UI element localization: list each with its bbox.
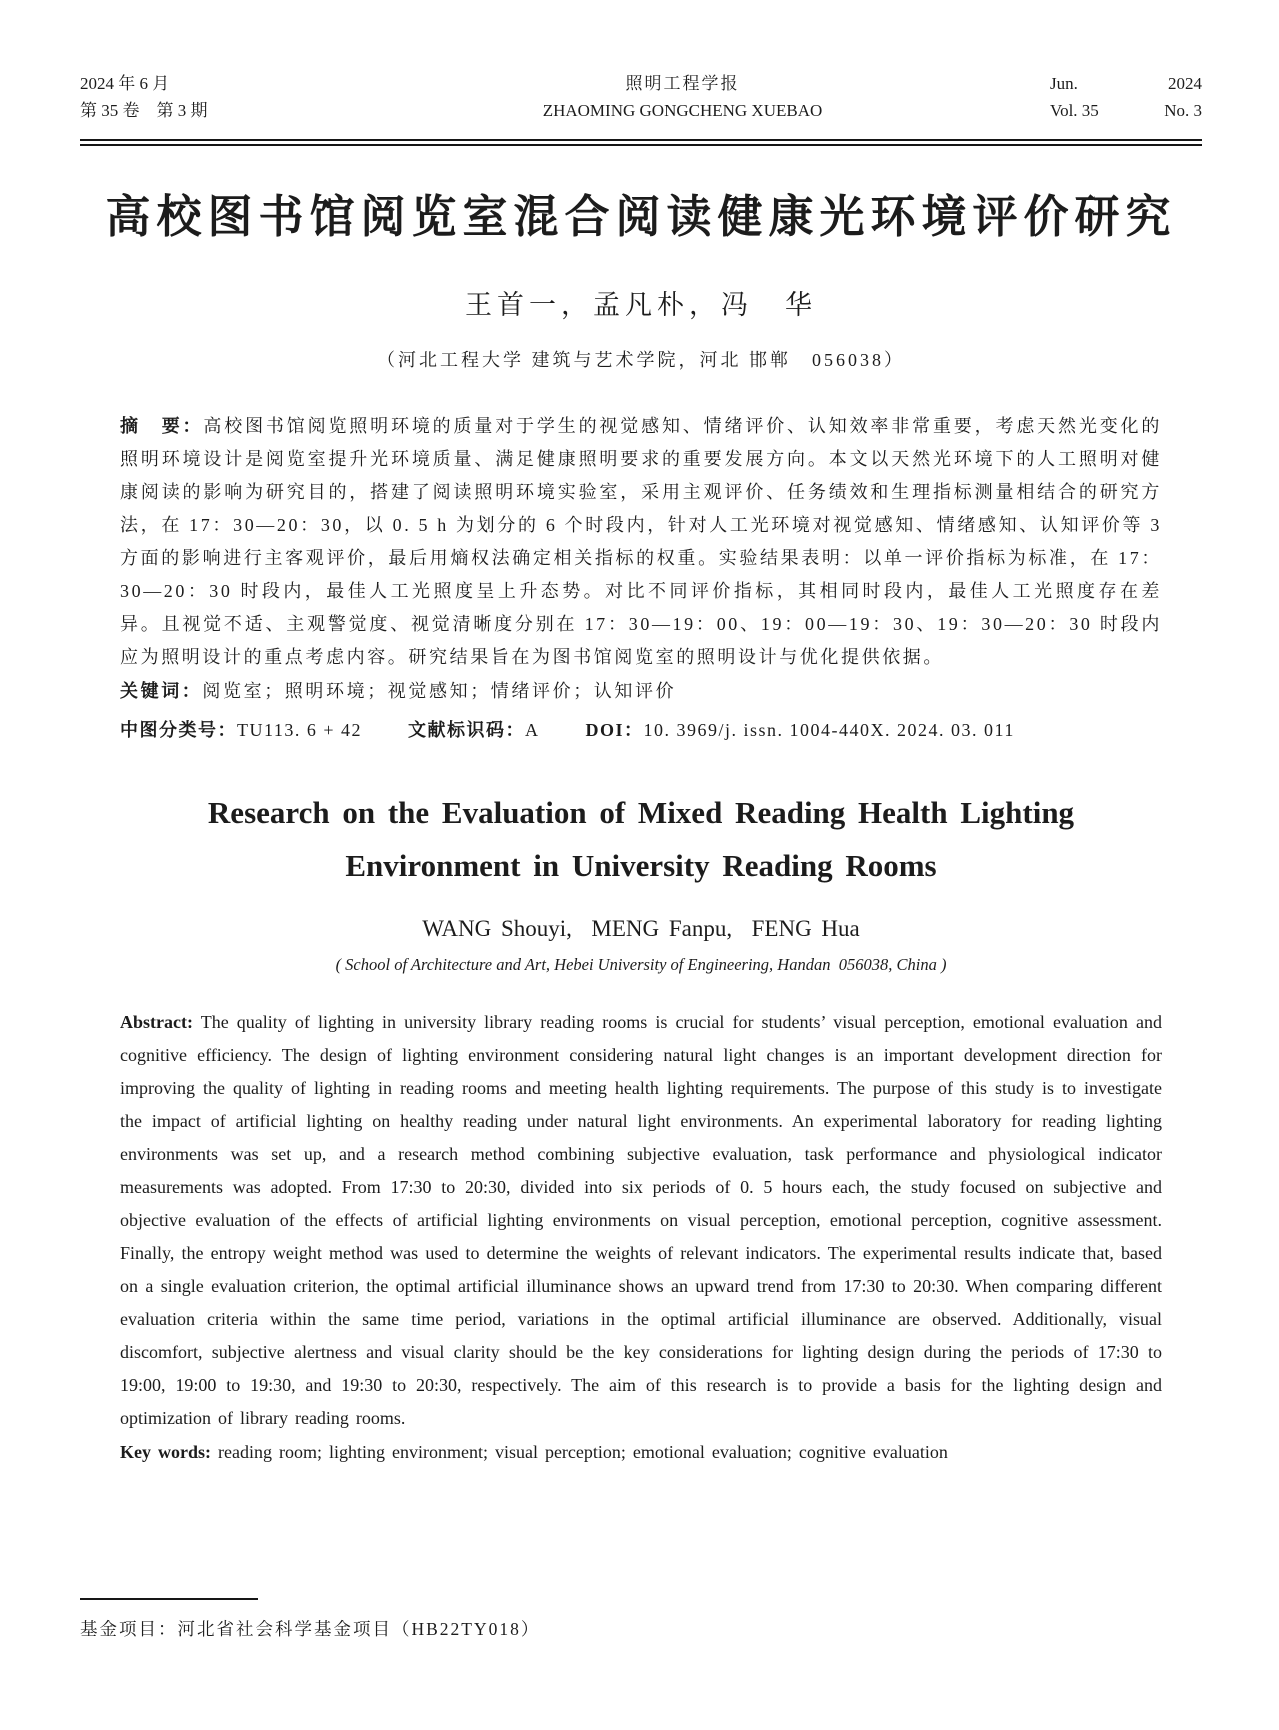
abstract-zh-label: 摘 要： — [120, 416, 204, 436]
article-title-en — [80, 786, 1202, 892]
header-issue-zh: 第 35 卷 第 3 期 — [80, 101, 208, 120]
clc-value: TU113. 6 + 42 — [237, 720, 362, 740]
journal-name-zh: 照明工程学报 — [625, 74, 740, 93]
clc-label: 中图分类号： — [120, 720, 237, 740]
fund-project-footnote: 基金项目：河北省社会科学基金项目（HB22TY018） — [80, 1619, 541, 1639]
journal-name-pinyin: ZHAOMING GONGCHENG XUEBAO — [542, 101, 823, 120]
header-issue-block — [80, 70, 315, 124]
header-volume-block — [1050, 70, 1202, 124]
affiliation-en: ( School of Architecture and Art, Hebei University of Engineering, Handan 056038, China ) — [335, 955, 947, 974]
authors-en: WANG Shouyi, MENG Fanpu, FENG Hua — [422, 916, 860, 941]
doi-value: 10. 3969/j. issn. 1004-440X. 2024. 03. 011 — [643, 720, 1015, 740]
abstract-zh-text: 高校图书馆阅览照明环境的质量对于学生的视觉感知、情绪评价、认知效率非常重要，考虑天然光变化的照明环境设计是阅览室提升光环境质量、满足健康照明要求的重要发展方向。本文以天然光环境下的人工照明对健康阅读的影响为研究目的，搭建了阅读照明环境实验室，采用主观评价、任务绩效和生理指标测量相结合的研究方法，在 17：30—20：30，以 0. 5 h 为划分的 6 个时段内，针对人工光环境对视觉感知、情绪感知、认知评价等 3 方面的影响进行主客观评价，最后用熵权法确定相关指标的权重。实验结果表明：以单一评价指标为标准，在 17：30—20：30 时段内，最佳人工光照度呈上升态势。对比不同评价指标，其相同时段内，最佳人工光照度存在差异。且视觉不适、主观警觉度、视觉清晰度分别在 17：30—19：00、19：00—19：30、19：30—20：30 时段内应为照明设计的重点考虑内容。研究结果旨在为图书馆阅览室的照明设计与优化提供依据。 — [120, 416, 1162, 667]
authors-zh: 王首一，孟凡朴，冯 华 — [465, 290, 817, 320]
footnote-divider-rule — [80, 1598, 258, 1600]
doi-label: DOI： — [585, 720, 644, 740]
abstract-en-paragraph — [120, 1006, 1162, 1435]
keywords-zh-line — [120, 675, 1162, 708]
keywords-en-text: reading room; lighting environment; visual perception; emotional evaluation; cognitive evaluation — [218, 1442, 948, 1462]
abstract-en-text: The quality of lighting in university library reading rooms is crucial for students’ visual perception, emotional evaluation and cognitive efficiency. The design of lighting environment considering natural light changes is an important development direction for improving the quality of lighting in reading rooms and meeting health lighting requirements. The purpose of this study is to investigate the impact of artificial lighting on healthy reading under natural light environments. An experimental laboratory for reading lighting environments was set up, and a research method combining subjective evaluation, task performance and physiological indicator measurements was adopted. From 17:30 to 20:30, divided into six periods of 0. 5 hours each, the study focused on subjective and objective evaluation of the effects of artificial lighting environments on visual perception, emotional perception, cognitive assessment. Finally, the entropy weight method was used to determine the weights of relevant indicators. The experimental results indicate that, based on a single evaluation criterion, the optimal artificial illuminance shows an upward trend from 17:30 to 20:30. When comparing different evaluation criteria within the same time period, variations in the optimal artificial illuminance are observed. Additionally, visual discomfort, subjective alertness and visual clarity should be the key considerations for lighting design during the periods of 17:30 to 19:00, 19:00 to 19:30, and 19:30 to 20:30, respectively. The aim of this research is to provide a basis for the lighting design and optimization of library reading rooms. — [120, 1012, 1162, 1428]
header-vol-no — [1050, 97, 1202, 124]
header-divider-rule — [80, 139, 1202, 146]
keywords-en-label: Key words: — [120, 1442, 211, 1462]
affiliation-zh: （河北工程大学 建筑与艺术学院，河北 邯郸 056038） — [377, 350, 905, 370]
abstract-zh-paragraph — [120, 410, 1162, 674]
keywords-en-line — [120, 1436, 1162, 1469]
header-volume-en: Vol. 35 — [1050, 101, 1099, 120]
header-month-en: Jun. — [1050, 74, 1078, 93]
article-title-en-line1: Research on the Evaluation of Mixed Reading Health Lighting — [207, 795, 1075, 830]
journal-header — [80, 70, 1202, 124]
abstract-en-label: Abstract: — [120, 1012, 193, 1032]
chinese-abstract-section — [120, 410, 1162, 748]
header-year-en: 2024 — [1168, 74, 1202, 93]
article-title-en-line2: Environment in University Reading Rooms — [345, 848, 937, 883]
article-title-zh: 高校图书馆阅览室混合阅读健康光环境评价研究 — [105, 191, 1177, 242]
header-number-en: No. 3 — [1164, 101, 1202, 120]
doc-code-label: 文献标识码： — [407, 720, 525, 740]
header-date-zh: 2024 年 6 月 — [80, 74, 170, 93]
doc-code-value: A — [524, 720, 540, 740]
header-month-year — [1050, 70, 1202, 97]
header-journal-name-block — [315, 70, 1050, 124]
english-abstract-section — [120, 1006, 1162, 1469]
keywords-zh-label: 关键词： — [120, 681, 203, 701]
keywords-zh-text: 阅览室；照明环境；视觉感知；情绪评价；认知评价 — [202, 681, 677, 701]
classification-line — [120, 712, 1162, 748]
